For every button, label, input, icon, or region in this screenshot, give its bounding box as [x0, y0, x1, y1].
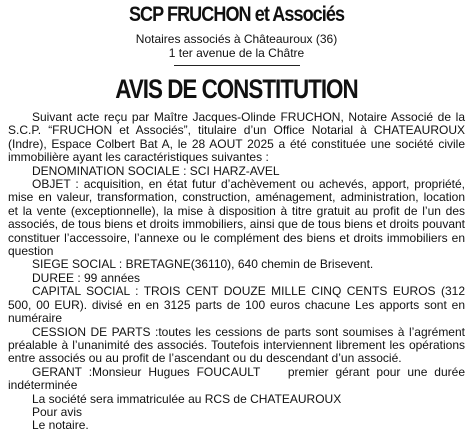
capital-paragraph: CAPITAL SOCIAL : TROIS CENT DOUZE MILLE CINQ CENTS EUROS (312 500, 00 EUR). divisé en en 3125 parts de 100 euros chacune Les apports sont en numéraire	[8, 284, 465, 326]
immatriculation-paragraph: La société sera immatriculée au RCS de CHATEAUROUX	[32, 391, 342, 406]
objet-paragraph: OBJET : acquisition, en état futur d’achèvement ou achevés, apport, propriété, mise en valeur, transformation, construction, aménagement, administration, location et la vente (exceptionnelle), la mise à disposition à titre gratuit au profit de l’un des associés, de tous biens et droits immobiliers, ainsi que de tous biens et droits pouvant constituer l’accessoire, l’annexe ou le complément des biens et droits immobiliers en question	[8, 177, 465, 259]
denomination-paragraph: DENOMINATION SOCIALE : SCI HARZ-AVEL	[32, 163, 280, 178]
pour-avis-line: Pour avis	[32, 404, 83, 419]
notice-body	[8, 110, 469, 433]
signature-line: Le notaire.	[32, 418, 89, 433]
duree-paragraph: DUREE : 99 années	[32, 270, 141, 285]
cession-paragraph: CESSION DE PARTS :toutes les cessions de parts sont soumises à l’agrément préalable à l’unanimité des associés. Toutefois interviennent librement les opérations entre associés ou au profit de l’ascendant ou du descendant d’un associé.	[8, 324, 465, 366]
siege-paragraph: SIEGE SOCIAL : BRETAGNE(36110), 640 chemin de Brisevent.	[32, 257, 374, 272]
firm-name: SCP FRUCHON et Associés	[128, 3, 345, 26]
gerant-paragraph: GERANT :Monsieur Hugues FOUCAULT premier gérant pour une durée indéterminée	[8, 364, 469, 393]
firm-address-line-2: 1 ter avenue de la Châtre	[168, 46, 305, 60]
header-divider	[174, 65, 300, 66]
notice-title: AVIS DE CONSTITUTION	[115, 74, 358, 104]
intro-paragraph: Suivant acte reçu par Maître Jacques-Olinde FRUCHON, Notaire Associé de la S.C.P. “FRUCHON et Associés”, titulaire d’un Office Notarial à CHATEAUROUX (Indre), Espace Colbert Bat A, le 28 AOUT 2025 a été constituée une société civile immobilière ayant les caractéristiques suivantes :	[8, 110, 465, 165]
firm-address-line-1: Notaires associés à Châteauroux (36)	[135, 32, 338, 46]
